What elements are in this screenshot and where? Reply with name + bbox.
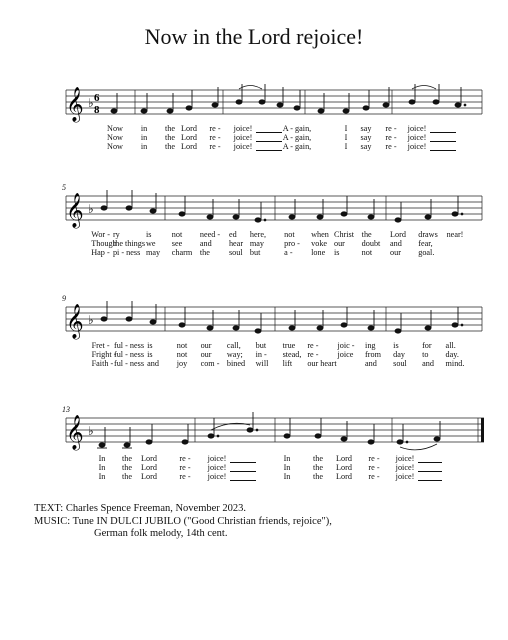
measure-number: 9: [62, 294, 66, 303]
staff-4: [0, 408, 508, 488]
svg-text:♭: ♭: [88, 424, 94, 438]
measure-number: 5: [62, 183, 66, 192]
svg-text:6: 6: [94, 92, 100, 104]
svg-text:𝄞: 𝄞: [66, 193, 84, 228]
svg-text:♭: ♭: [88, 202, 94, 216]
staff-1: [0, 80, 508, 160]
system-1: 𝄞 ♭ 6 8 Now Now Now in in in the the the Lord Lord Lord re - re - re - joice! joice! joice! A - gain, A - gain, A - gain, I I I say say say re - re - re - joice! joice! joice!: [0, 80, 508, 160]
text-credit: TEXT: Charles Spence Freeman, November 2023.: [34, 503, 247, 514]
system-3: 9 𝄞 ♭ Fret - Fright - Faith - ful - ness ful - ness ful - ness is is and not not joy our our com - call, way; bined but in - will true stead, lift re - re - our heart joic - joice ing from and is day soul for to and all. day. mind.: [0, 297, 508, 377]
svg-text:♭: ♭: [88, 313, 94, 327]
svg-text:8: 8: [94, 104, 100, 116]
measure-number: 13: [62, 405, 70, 414]
flat-key-signature-icon: ♭: [88, 96, 94, 110]
svg-text:𝄞: 𝄞: [66, 304, 84, 339]
system-4: 13 𝄞 ♭ In In In the the the Lord Lord Lord re - re - re - joice! joice! joice! In In In the the the Lord Lord Lord re - re - re - joice! joice! joice!: [0, 408, 508, 488]
final-barline: [481, 418, 484, 442]
credits: [34, 503, 332, 541]
music-credit: MUSIC: Tune IN DULCI JUBILO ("Good Christian friends, rejoice"),: [34, 515, 332, 527]
svg-text:𝄞: 𝄞: [66, 415, 84, 450]
treble-clef-icon: 𝄞: [66, 87, 84, 122]
system-2: 5 𝄞 ♭ Wor - Though Hap - ry the things pi - ness is we may not see charm need - and the ed hear soul here, may but not pro - a - when voke lone Christ our is the doubt not Lord and our draws fear, goal. near!: [0, 186, 508, 266]
hymn-title: Now in the Lord rejoice!: [144, 24, 364, 49]
music-credit-continued: German folk melody, 14th cent.: [94, 528, 228, 539]
